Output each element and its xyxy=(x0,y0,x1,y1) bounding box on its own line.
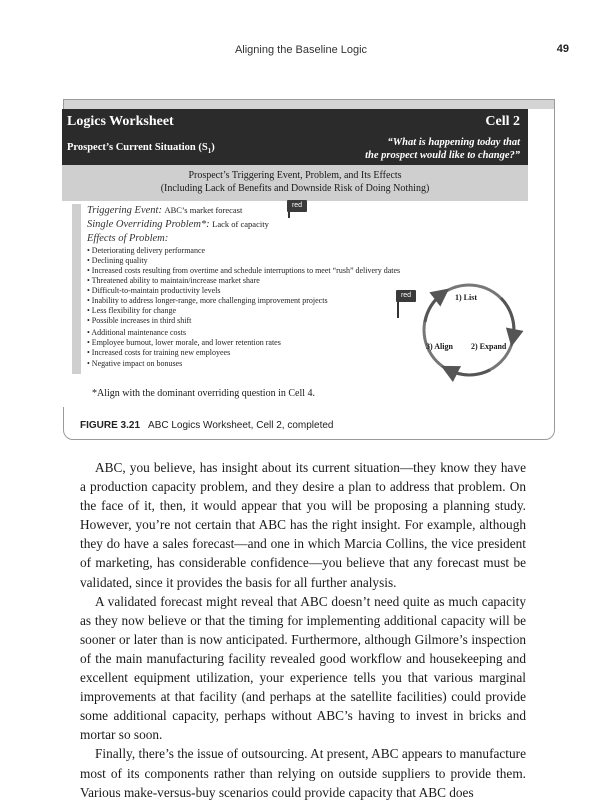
page-number: 49 xyxy=(556,43,569,55)
body-text xyxy=(80,458,526,802)
cycle-arrow xyxy=(425,294,442,322)
cycle-diagram xyxy=(412,272,530,390)
list-item: • Declining quality xyxy=(87,256,148,265)
cycle-arrow xyxy=(501,298,514,338)
worksheet-cell-label: Cell 2 xyxy=(485,114,520,129)
triggering-event: Triggering Event: ABC’s market forecast xyxy=(87,205,243,216)
list-item: • Increased costs resulting from overtime and schedule interruptions to meet “rush” delivery dates xyxy=(87,266,401,275)
paragraph: ABC, you believe, has insight about its current situation—they know they have a production capacity problem, and they desire a plan to address that problem. On the face of it, then, it would appear that you will be proposing a planning study. However, you’re not certain that ABC has the right insight. For example, although they do have a sales forecast—and one in which Marcia Collins, the vice president of marketing, has considerable confidence—you believe that any forecast must be validated, since it provides the basis for all further analysis. xyxy=(80,460,526,590)
worksheet-title: Logics Worksheet xyxy=(67,114,174,129)
list-item: • Deteriorating delivery performance xyxy=(87,246,206,255)
list-item: • Less flexibility for change xyxy=(87,306,176,315)
running-title: Aligning the Baseline Logic xyxy=(234,44,368,56)
worksheet-header xyxy=(62,109,528,165)
figure-top-bar xyxy=(64,100,554,109)
worksheet-subtitle: Prospect’s Current Situation $(S_1)$ xyxy=(67,142,215,156)
overriding-problem: Single Overriding Problem*: Lack of capacity xyxy=(87,219,269,230)
list-item: • Negative impact on bonuses xyxy=(87,359,183,368)
effects-label: Effects of Problem: xyxy=(87,233,169,244)
worksheet-footnote: *Align with the dominant overriding question in Cell 4. xyxy=(92,388,316,399)
red-flag-icon: red xyxy=(396,290,416,318)
list-item: • Additional maintenance costs xyxy=(87,328,186,337)
paragraph: A validated forecast might reveal that ABC doesn’t need quite as much capacity as they now believe or that the timing for implementing additional capacity will be sooner or later than is now anticipated. Furthermore, although Gilmore’s inspection of the main manufacturing facility revealed good workflow and housekeeping and excellent equipment utilization, your experience tells you that various marginal improvements at that facility (and perhaps at the satellite facilities) could provide some additional capacity, perhaps without ABC’s having to invest in bricks and mortar so soon. xyxy=(80,593,526,743)
red-flag-icon: red xyxy=(287,200,307,218)
worksheet-question: “What is happening today that the prospect would like to change?” xyxy=(365,137,520,161)
list-item: • Threatened ability to maintain/increase market share xyxy=(87,276,260,285)
figure-caption: FIGURE 3.21 ABC Logics Worksheet, Cell 2, completed xyxy=(80,420,334,431)
list-item: • Possible increases in third shift xyxy=(87,316,192,325)
list-item: • Inability to address longer-range, more challenging improvement projects xyxy=(87,296,328,305)
worksheet-section-band: Prospect’s Triggering Event, Problem, and Its Effects (Including Lack of Benefits and Downside Risk of Doing Nothing) xyxy=(62,165,528,201)
cycle-step-expand: 2) Expand xyxy=(471,342,507,351)
cycle-step-list: 1) List xyxy=(455,293,477,302)
list-item: • Difficult-to-maintain productivity levels xyxy=(87,286,221,295)
list-item: • Increased costs for training new employees xyxy=(87,348,231,357)
paragraph: Finally, there’s the issue of outsourcing. At present, ABC appears to manufacture most of its components rather than relying on outside suppliers to provide them. Various make-versus-buy scenarios could provide capacity that ABC does xyxy=(80,746,526,800)
list-item: • Employee burnout, lower morale, and lower retention rates xyxy=(87,338,281,347)
cycle-step-align: 3) Align xyxy=(426,342,453,351)
